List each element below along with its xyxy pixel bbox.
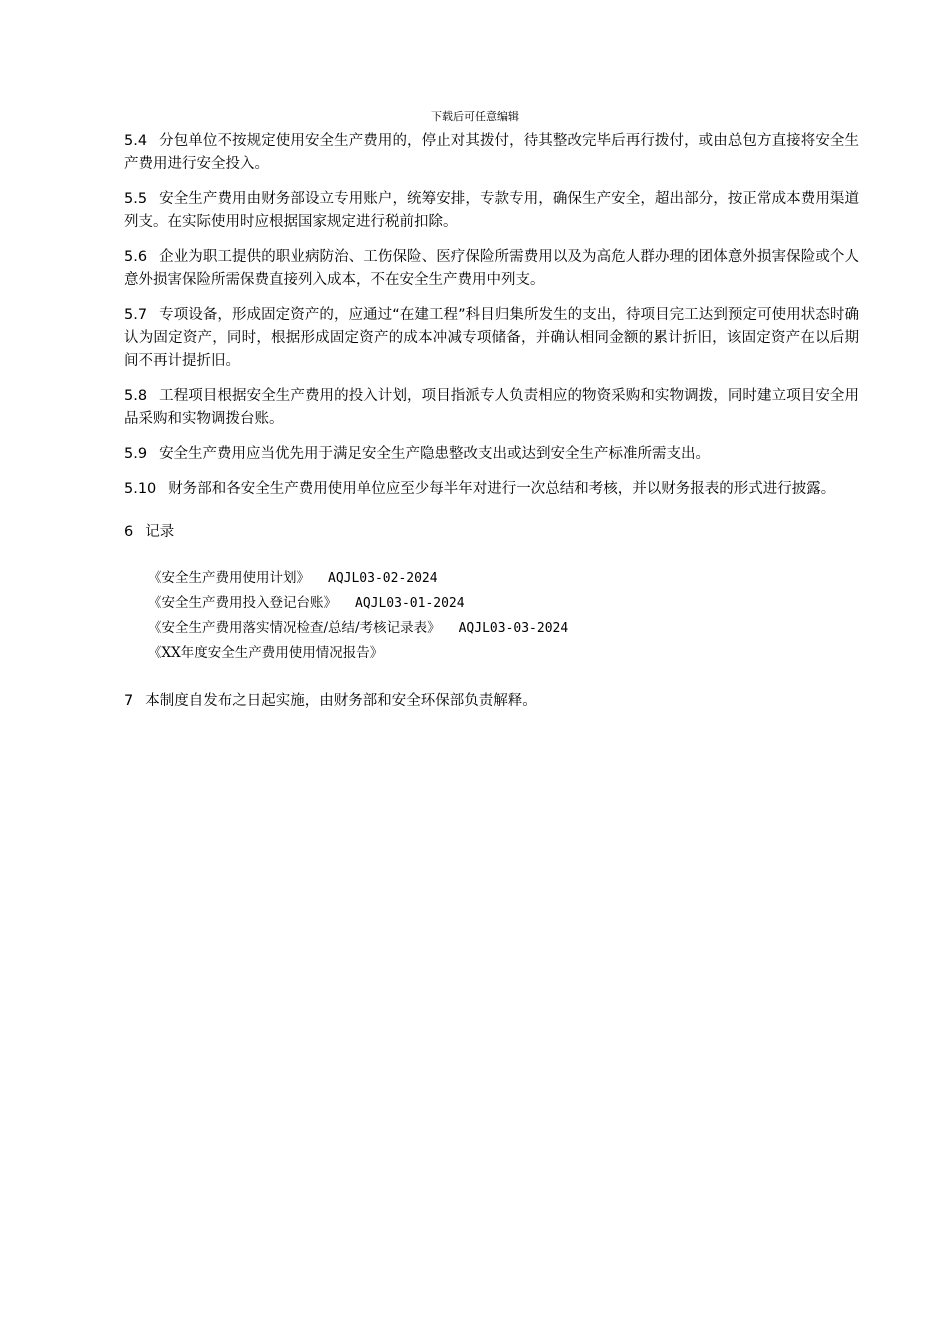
clause-text: 专项设备，形成固定资产的，应通过“在建工程”科目归集所发生的支出，待项目完工达到预定可使用状态时确认为固定资产，同时，根据形成固定资产的成本冲减专项储备，并确认相同金额的累计折旧，该固定资产在以后期间不再计提折旧。: [124, 307, 859, 369]
record-item: [148, 616, 859, 641]
document-body: [124, 130, 859, 713]
clause-text: 财务部和各安全生产费用使用单位应至少每半年对进行一次总结和考核，并以财务报表的形式进行披露。: [168, 481, 836, 497]
clause-number: 5.10: [124, 481, 157, 497]
clause-5-4: [124, 130, 859, 176]
header-note: 下载后可任意编辑: [431, 110, 519, 123]
section-6-heading: [124, 521, 859, 544]
section-7: [124, 690, 859, 713]
record-title: 《安全生产费用投入登记台账》: [148, 595, 337, 611]
section-text: 本制度自发布之日起实施，由财务部和安全环保部负责解释。: [145, 693, 537, 709]
record-code: AQJL03-03-2024: [458, 621, 569, 636]
record-item: [148, 566, 859, 591]
clause-number: 5.8: [124, 388, 148, 404]
clause-text: 工程项目根据安全生产费用的投入计划，项目指派专人负责相应的物资采购和实物调拨，同时建立项目安全用品采购和实物调拨台账。: [124, 388, 859, 427]
section-number: 6: [124, 524, 134, 540]
clause-number: 5.4: [124, 133, 148, 149]
clause-5-6: [124, 246, 859, 292]
record-code: AQJL03-01-2024: [355, 596, 465, 611]
clause-text: 企业为职工提供的职业病防治、工伤保险、医疗保险所需费用以及为高危人群办理的团体意外损害保险或个人意外损害保险所需保费直接列入成本，不在安全生产费用中列支。: [124, 249, 859, 288]
record-title: 《安全生产费用使用计划》: [148, 570, 310, 586]
clause-5-7: [124, 304, 859, 373]
record-item: [148, 591, 859, 616]
clause-5-8: [124, 385, 859, 431]
clause-5-5: [124, 188, 859, 234]
clause-5-10: [124, 478, 859, 501]
clause-number: 5.7: [124, 307, 148, 323]
record-item: [148, 641, 859, 666]
clause-number: 5.5: [124, 191, 148, 207]
record-code: AQJL03-02-2024: [328, 571, 438, 586]
clause-number: 5.6: [124, 249, 148, 265]
clause-text: 安全生产费用由财务部设立专用账户，统筹安排，专款专用，确保生产安全，超出部分，按正常成本费用渠道列支。在实际使用时应根据国家规定进行税前扣除。: [124, 191, 859, 230]
section-number: 7: [124, 693, 134, 709]
clause-text: 安全生产费用应当优先用于满足安全生产隐患整改支出或达到安全生产标准所需支出。: [159, 446, 711, 462]
clause-5-9: [124, 443, 859, 466]
section-title: 记录: [145, 524, 175, 540]
records-list: [148, 566, 859, 666]
clause-number: 5.9: [124, 446, 148, 462]
record-title: 《XX年度安全生产费用使用情况报告》: [148, 645, 384, 661]
clause-text: 分包单位不按规定使用安全生产费用的，停止对其拨付，待其整改完毕后再行拨付，或由总包方直接将安全生产费用进行安全投入。: [124, 133, 859, 172]
record-title: 《安全生产费用落实情况检查/总结/考核记录表》: [148, 620, 441, 636]
